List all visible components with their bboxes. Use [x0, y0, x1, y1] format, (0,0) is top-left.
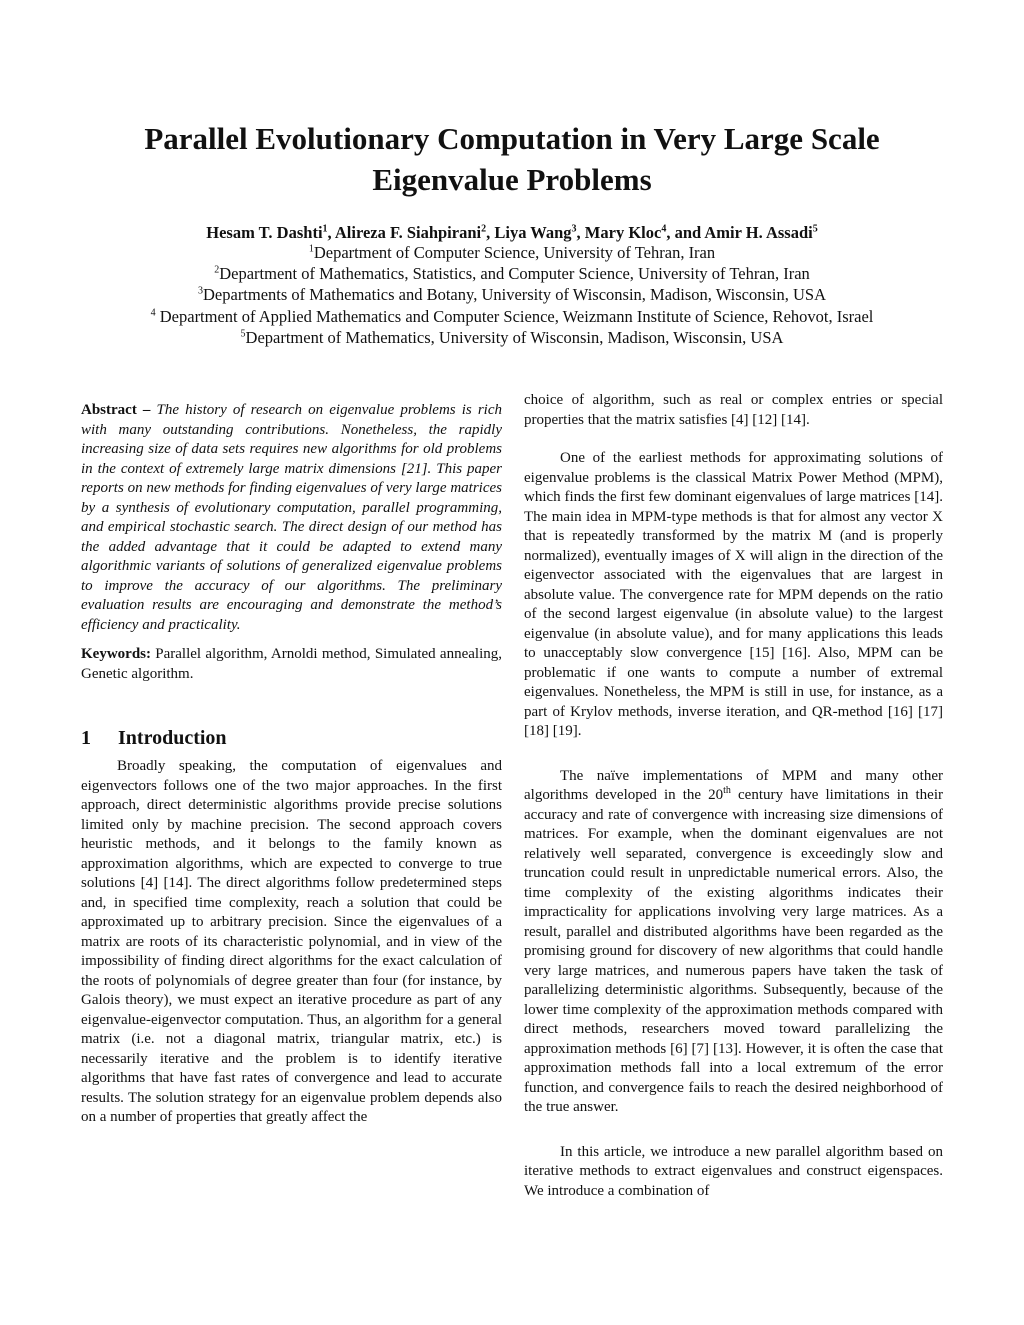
affiliation-list — [30, 242, 994, 348]
section-number: 1 — [81, 727, 91, 749]
author-name: Alireza F. Siahpirani — [334, 223, 482, 242]
author-separator: , — [576, 223, 585, 242]
author-affiliation-mark: 3 — [571, 223, 577, 235]
author-name: Mary Kloc — [584, 223, 662, 242]
affiliation-text: Department of Mathematics, University of Wisconsin, Madison, Wisconsin, USA — [245, 327, 784, 347]
affiliation-text: Department of Applied Mathematics and Computer Science, Weizmann Institute of Science, Rehovot, Israel — [155, 306, 874, 326]
author-affiliation-mark: 4 — [661, 223, 667, 235]
left-column — [81, 401, 502, 1128]
author-affiliation-mark: 5 — [812, 223, 818, 235]
intro-paragraph: Broadly speaking, the computation of eigenvalues and eigenvectors follows one of the two major approaches. In the first approach, direct deterministic algorithms provide precise solutions limited only by machine precision. The second approach covers heuristic methods, and it belongs to the family known as approximation algorithms, which are expected to converge to true solutions [4] [14]. The direct algorithms follow predetermined steps and, in specified time complexity, reach a solution that could be approximated up to arbitrary precision. Since the eigenvalues of a matrix are roots of its characteristic polynomial, and in view of the impossibility of finding direct algorithms for the exact calculation of the roots of polynomials of degree greater than four (for instance, by Galois theory), we must expect an iterative procedure as part of any eigenvalue-eigenvector computation. Thus, an algorithm for a general matrix (i.e. not a diagonal matrix, triangular matrix, etc.) is necessarily iterative and the problem is to identify iterative algorithms that have fast rates of convergence and lead to accurate results. The solution strategy for an eigenvalue problem depends also on a number of properties that greatly affect the — [81, 758, 502, 1125]
keywords-body: Parallel algorithm, Arnoldi method, Simulated annealing, Genetic algorithm. — [81, 646, 502, 682]
author-list — [40, 222, 984, 244]
affiliation-number: 1 — [308, 243, 314, 255]
body-paragraph: One of the earliest methods for approximating solutions of eigenvalue problems is the classical Matrix Power Method (MPM), which finds the first few dominant eigenvalues of large matrices [14]. The main idea in MPM-type methods is that for almost any vector X that is repeatedly transformed by the matrix M (and is properly normalized), eventually images of X will align in the direction of the eigenvector associated with the eigenvalues that are largest in absolute value. The convergence rate for MPM depends on the ratio of the second largest eigenvalue (in absolute value) to the largest eigenvalue (in absolute value), and for many applications this leads to unacceptably slow convergence [15] [16]. Also, MPM can be problematic if one wants to compute a number of extremal eigenvalues. Nonetheless, the MPM is still in use, for instance, as a part of Krylov methods, inverse iteration, and QR-method [16] [17] [18] [19]. — [524, 450, 943, 739]
affiliation — [30, 263, 994, 284]
author-separator: , and — [666, 223, 705, 242]
abstract — [81, 401, 502, 635]
affiliation-text: Department of Computer Science, University of Tehran, Iran — [313, 243, 716, 262]
body-paragraph — [524, 767, 943, 1118]
paper-title — [60, 118, 964, 200]
abstract-label: Abstract – — [81, 402, 157, 418]
author-affiliation-mark: 2 — [481, 223, 487, 235]
author-affiliation-mark: 1 — [322, 223, 328, 235]
affiliation-number: 2 — [214, 264, 220, 276]
section-heading — [81, 726, 502, 750]
section-title: Introduction — [118, 727, 227, 749]
title-line: Eigenvalue Problems — [372, 162, 652, 197]
author-name: Hesam T. Dashti — [206, 223, 323, 242]
author-separator: , — [327, 223, 335, 242]
author-name: Amir H. Assadi — [704, 223, 813, 242]
right-column — [524, 391, 943, 1201]
abstract-body: The history of research on eigenvalue problems is rich with many outstanding contributions. Nonetheless, the rapidly increasing size of data sets requires new algorithms for old problems in the context of extremely large matrix dimensions [21]. This paper reports on new methods for finding eigenvalues of very large matrices by a synthesis of evolutionary computation, parallel programming, and empirical stochastic search. The direct design of our method has the added advantage that it could be adapted to extend many algorithmic variants of solutions of generalized eigenvalue problems to improve the accuracy of our algorithms. The preliminary evaluation results are encouraging and demonstrate the method’s efficiency and practicality. — [81, 402, 502, 633]
paragraph-text: The naïve implementations of MPM and many other algorithms developed in the 20 — [524, 767, 943, 803]
affiliation — [30, 242, 994, 263]
affiliation — [30, 306, 994, 327]
affiliation-number: 3 — [198, 285, 203, 297]
affiliation-number: 4 — [150, 307, 156, 319]
superscript: th — [723, 785, 731, 796]
affiliation — [30, 327, 994, 348]
affiliation-text: Department of Mathematics, Statistics, and Computer Science, University of Tehran, Iran — [219, 264, 810, 284]
author-name: Liya Wang — [494, 223, 572, 242]
affiliation-text: Departments of Mathematics and Botany, University of Wisconsin, Madison, Wisconsin, USA — [203, 285, 826, 305]
keywords-label: Keywords: — [81, 646, 151, 662]
body-paragraph: In this article, we introduce a new parallel algorithm based on iterative methods to extract eigenvalues and construct eigenspaces. We introduce a combination of — [524, 1143, 943, 1199]
author-separator: , — [486, 223, 495, 242]
body-paragraph: choice of algorithm, such as real or complex entries or special properties that the matrix satisfies [4] [12] [14]. — [524, 392, 943, 428]
affiliation-number: 5 — [240, 328, 246, 340]
affiliation — [30, 284, 994, 305]
title-line: Parallel Evolutionary Computation in Very Large Scale — [144, 121, 880, 156]
paragraph-text: century have limitations in their accuracy and rate of convergence with increasing size dimensions of matrices. For example, when the dominant eigenvalues are not relatively well separated, convergence is exceedingly slow and truncation could result in unpredictable numerical errors. Also, the time complexity of the existing algorithms indicates their impracticality for applications involving very large matrices. As a result, parallel and distributed algorithms have been regarded as the promising ground for discovery of new algorithms that could handle very large matrices, and numerous papers have taken the task of parallelizing deterministic algorithms. Subsequently, because of the lower time complexity of the approximation methods compared with direct methods, researchers moved toward parallelizing the approximation methods [6] [7] [13]. However, it is often the case that approximation methods fall into a local extremum of the error function, and convergence fails to reach the desired neighborhood of the true answer. — [524, 787, 943, 1115]
keywords — [81, 645, 502, 684]
